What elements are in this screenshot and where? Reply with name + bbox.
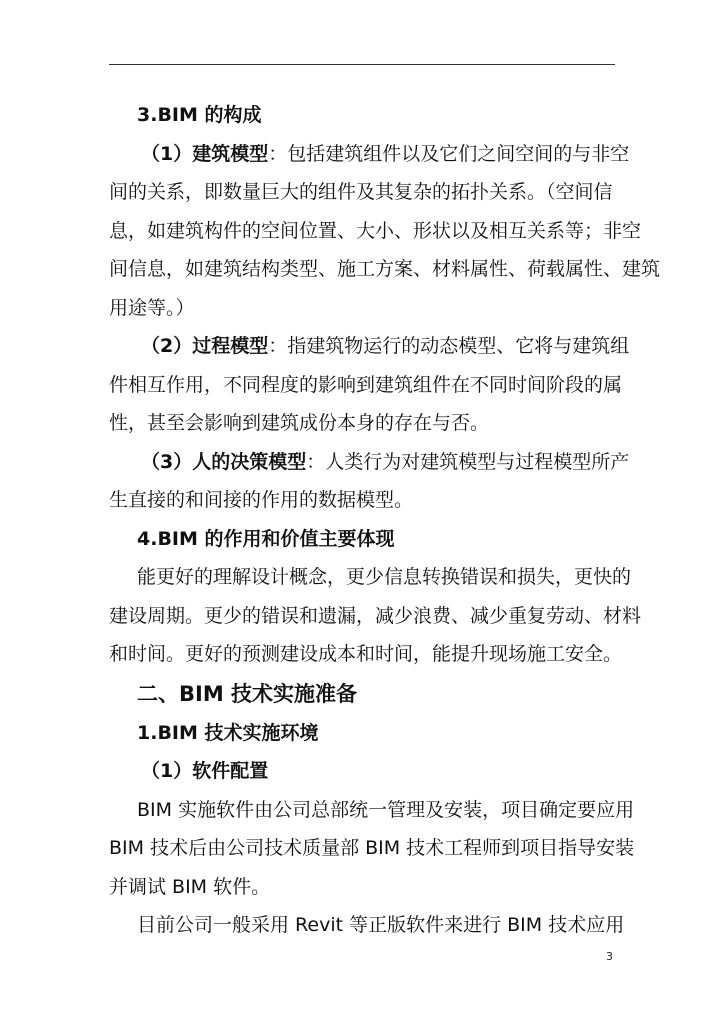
paragraph-building-model-line-1: （1）建筑模型：包括建筑组件以及它们之间空间的与非空 — [141, 142, 630, 165]
paragraph-line: 生直接的和间接的作用的数据模型。 — [109, 489, 414, 511]
paragraph-line: 并调试 BIM 软件。 — [109, 875, 271, 898]
paragraph-line: BIM 技术后由公司技术质量部 BIM 技术工程师到项目指导安装 — [109, 837, 635, 859]
label-decision-model: （3）人的决策模型 — [141, 450, 307, 473]
paragraph-line: 能更好的理解设计概念，更少信息转换错误和损失，更快的 — [137, 566, 632, 588]
paragraph-line: BIM 实施软件由公司总部统一管理及安装，项目确定要应用 — [137, 798, 635, 821]
paragraph-line: 间信息，如建筑结构类型、施工方案、材料属性、荷载属性、建筑 — [109, 258, 661, 280]
paragraph-process-model-line-1: （2）过程模型：指建筑物运行的动态模型、它将与建筑组 — [141, 335, 630, 357]
heading-software-config: （1）软件配置 — [141, 760, 269, 782]
label-process-model: （2）过程模型 — [141, 335, 269, 357]
document-body — [109, 96, 661, 945]
heading-bim-environment: 1.BIM 技术实施环境 — [137, 721, 319, 744]
paragraph-line: 性，甚至会影响到建筑成份本身的存在与否。 — [109, 412, 490, 434]
section-heading-bim-preparation: 二、BIM 技术实施准备 — [137, 681, 358, 706]
heading-bim-value: 4.BIM 的作用和价值主要体现 — [137, 527, 395, 550]
paragraph-line: 件相互作用，不同程度的影响到建筑组件在不同时间阶段的属 — [109, 373, 623, 396]
heading-bim-composition: 3.BIM 的构成 — [137, 104, 262, 126]
header-rule — [109, 64, 615, 65]
paragraph-line: 和时间。更好的预测建设成本和时间，能提升现场施工安全。 — [109, 643, 623, 665]
paragraph-line: 用途等。） — [109, 296, 195, 319]
paragraph-line: 建设周期。更少的错误和遗漏，减少浪费、减少重复劳动、材料 — [109, 604, 642, 627]
paragraph-line: 息，如建筑构件的空间位置、大小、形状以及相互关系等；非空 — [109, 219, 642, 242]
paragraph-line: 目前公司一般采用 Revit 等正版软件来进行 BIM 技术应用 — [137, 914, 625, 936]
label-building-model: （1）建筑模型 — [141, 142, 269, 165]
paragraph-decision-model-line-1: （3）人的决策模型：人类行为对建筑模型与过程模型所产 — [141, 450, 630, 473]
paragraph-line: 间的关系，即数量巨大的组件及其复杂的拓扑关系。（空间信 — [109, 181, 613, 203]
page-number: 3 — [606, 950, 613, 963]
